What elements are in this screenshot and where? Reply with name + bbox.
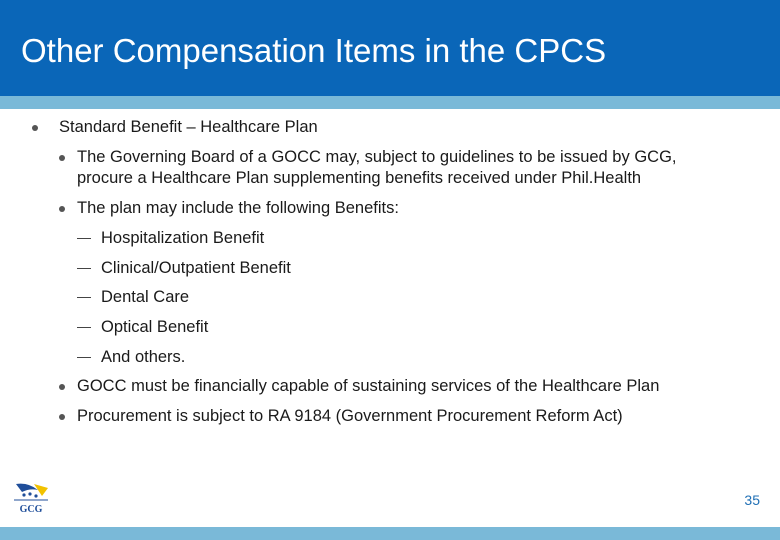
benefit-item: And others. <box>101 348 186 366</box>
dash-icon <box>77 357 91 358</box>
level2-item-line2: procure a Healthcare Plan supplementing benefits received under Phil.Health <box>77 169 642 187</box>
page-number: 35 <box>744 492 760 508</box>
bullet-icon <box>59 206 65 212</box>
title-bar <box>0 0 780 96</box>
benefit-item: Optical Benefit <box>101 318 209 336</box>
level2-item: Procurement is subject to RA 9184 (Government Procurement Reform Act) <box>77 407 623 425</box>
bullet-icon <box>59 384 65 390</box>
benefit-item: Hospitalization Benefit <box>101 229 265 247</box>
benefit-item: Clinical/Outpatient Benefit <box>101 259 291 277</box>
level1-item: Standard Benefit – Healthcare Plan <box>59 118 318 136</box>
dash-icon <box>77 327 91 328</box>
gcg-logo-icon <box>12 482 50 516</box>
bullet-icon <box>59 414 65 420</box>
bullet-icon <box>59 155 65 161</box>
bottom-bar <box>0 527 780 540</box>
level2-item-line1: The Governing Board of a GOCC may, subject to guidelines to be issued by GCG, <box>77 148 677 166</box>
dash-icon <box>77 238 91 239</box>
benefit-item: Dental Care <box>101 288 190 306</box>
dash-icon <box>77 297 91 298</box>
title-stripe <box>0 96 780 109</box>
bullet-icon <box>32 125 38 131</box>
slide-title: Other Compensation Items in the CPCS <box>21 32 607 69</box>
dash-icon <box>77 268 91 269</box>
logo-text: GCG <box>19 504 43 515</box>
level2-item: The plan may include the following Benefits: <box>77 199 399 217</box>
level2-item: GOCC must be financially capable of sustaining services of the Healthcare Plan <box>77 377 660 395</box>
